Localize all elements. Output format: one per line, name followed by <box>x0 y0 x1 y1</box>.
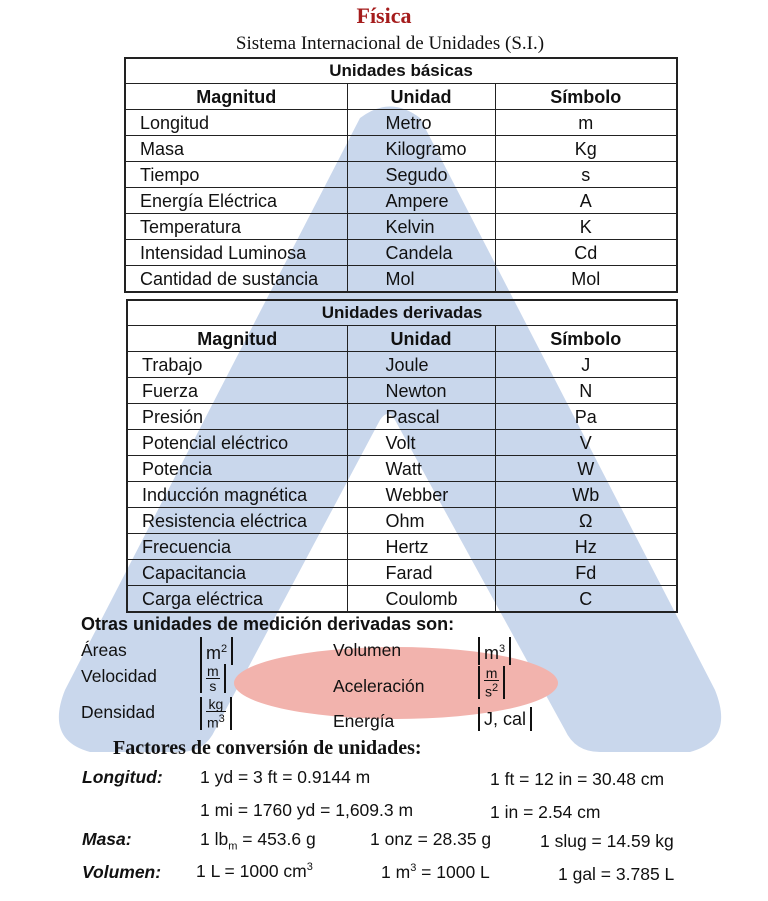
simbolo-cell: m <box>495 110 677 136</box>
table-row <box>125 162 677 188</box>
longitud-conversion-4: 1 in = 2.54 cm <box>490 802 601 822</box>
table-row <box>125 188 677 214</box>
magnitud-cell: Energía Eléctrica <box>125 188 347 214</box>
masa-label: Masa: <box>82 829 132 849</box>
areas-unit-exp: 2 <box>221 643 228 655</box>
unidad-cell: Webber <box>347 482 495 508</box>
masa-c1-sub: m <box>228 840 238 853</box>
simbolo-cell: Mol <box>495 266 677 293</box>
volumen-unit <box>478 637 511 665</box>
volumen-c1-pre: 1 L = 1000 cm <box>196 861 307 881</box>
areas-label: Áreas <box>81 640 127 660</box>
unidad-cell: Ohm <box>347 508 495 534</box>
aceleracion-denominator: s <box>485 683 492 700</box>
column-header-magnitud: Magnitud <box>125 84 347 110</box>
page-title: Física <box>356 3 412 28</box>
column-header-simbolo: Símbolo <box>495 326 677 352</box>
unidad-cell: Newton <box>347 378 495 404</box>
simbolo-cell: Wb <box>495 482 677 508</box>
table-row <box>127 534 677 560</box>
volumen-label: Volumen <box>333 640 402 660</box>
magnitud-cell: Tiempo <box>125 162 347 188</box>
other-units-heading: Otras unidades de medición derivadas son: <box>81 614 455 634</box>
simbolo-cell: V <box>495 430 677 456</box>
simbolo-cell: Cd <box>495 240 677 266</box>
unidad-cell: Ampere <box>347 188 495 214</box>
table-row <box>127 456 677 482</box>
longitud-label: Longitud: <box>82 767 163 787</box>
unidad-cell: Volt <box>347 430 495 456</box>
table-row <box>127 378 677 404</box>
masa-conversion-3: 1 slug = 14.59 kg <box>540 831 674 851</box>
masa-conversion-2: 1 onz = 28.35 g <box>370 829 492 849</box>
longitud-conversion-2: 1 ft = 12 in = 30.48 cm <box>490 769 665 789</box>
column-header-unidad: Unidad <box>347 84 495 110</box>
table-row <box>125 240 677 266</box>
simbolo-cell: K <box>495 214 677 240</box>
magnitud-cell: Presión <box>127 404 347 430</box>
table-row <box>125 110 677 136</box>
volumen-conv-label: Volumen: <box>82 862 162 882</box>
aceleracion-label: Aceleración <box>333 676 425 696</box>
simbolo-cell: N <box>495 378 677 404</box>
magnitud-cell: Cantidad de sustancia <box>125 266 347 293</box>
magnitud-cell: Fuerza <box>127 378 347 404</box>
magnitud-cell: Resistencia eléctrica <box>127 508 347 534</box>
volumen-c2-pre: 1 m <box>381 862 411 882</box>
magnitud-cell: Inducción magnética <box>127 482 347 508</box>
densidad-numerator: kg <box>206 697 226 712</box>
energia-unit: J, cal <box>478 707 532 731</box>
masa-conversion-1 <box>200 829 316 853</box>
unidad-cell: Coulomb <box>347 586 495 613</box>
table-row <box>125 266 677 293</box>
magnitud-cell: Temperatura <box>125 214 347 240</box>
table-row <box>127 560 677 586</box>
volumen-conversion-2 <box>381 862 490 883</box>
velocidad-numerator: m <box>207 663 219 679</box>
column-header-simbolo: Símbolo <box>495 84 677 110</box>
densidad-unit <box>200 697 232 730</box>
magnitud-cell: Frecuencia <box>127 534 347 560</box>
densidad-denominator-exp: 3 <box>218 713 225 725</box>
simbolo-cell: Pa <box>495 404 677 430</box>
table-row <box>127 430 677 456</box>
longitud-conversion-1: 1 yd = 3 ft = 0.9144 m <box>200 767 371 787</box>
aceleracion-numerator: m <box>485 665 498 681</box>
densidad-label: Densidad <box>81 702 155 722</box>
energia-label: Energía <box>333 711 395 731</box>
basic-units-table <box>124 57 678 293</box>
unidad-cell: Farad <box>347 560 495 586</box>
longitud-conversion-3: 1 mi = 1760 yd = 1,609.3 m <box>200 800 414 820</box>
table-row <box>127 352 677 378</box>
unidad-cell: Metro <box>347 110 495 136</box>
volumen-c2-post: = 1000 L <box>416 862 490 882</box>
aceleracion-denominator-exp: 2 <box>492 682 499 694</box>
table-row <box>127 482 677 508</box>
masa-c1-pre: 1 lb <box>200 829 229 849</box>
magnitud-cell: Potencial eléctrico <box>127 430 347 456</box>
unidad-cell: Candela <box>347 240 495 266</box>
magnitud-cell: Intensidad Luminosa <box>125 240 347 266</box>
simbolo-cell: C <box>495 586 677 613</box>
volumen-conversion-3: 1 gal = 3.785 L <box>558 864 675 884</box>
unidad-cell: Kelvin <box>347 214 495 240</box>
column-header-unidad: Unidad <box>347 326 495 352</box>
derived-units-table <box>126 299 678 613</box>
table-row <box>125 136 677 162</box>
volumen-c2-sup: 3 <box>410 862 417 875</box>
magnitud-cell: Longitud <box>125 110 347 136</box>
unidad-cell: Pascal <box>347 404 495 430</box>
unidad-cell: Kilogramo <box>347 136 495 162</box>
page-subtitle: Sistema Internacional de Unidades (S.I.) <box>235 33 545 54</box>
simbolo-cell: Ω <box>495 508 677 534</box>
unidad-cell: Watt <box>347 456 495 482</box>
unidad-cell: Segudo <box>347 162 495 188</box>
column-header-magnitud: Magnitud <box>127 326 347 352</box>
derived-units-caption: Unidades derivadas <box>127 300 677 326</box>
areas-unit-base: m <box>206 643 221 663</box>
magnitud-cell: Trabajo <box>127 352 347 378</box>
table-row <box>127 586 677 613</box>
velocidad-denominator: s <box>209 678 217 694</box>
velocidad-label: Velocidad <box>81 666 157 686</box>
simbolo-cell: A <box>495 188 677 214</box>
velocidad-unit <box>200 664 226 693</box>
simbolo-cell: Fd <box>495 560 677 586</box>
unidad-cell: Hertz <box>347 534 495 560</box>
densidad-denominator: m <box>207 714 219 731</box>
unidad-cell: Joule <box>347 352 495 378</box>
volumen-conversion-1 <box>196 861 313 882</box>
simbolo-cell: W <box>495 456 677 482</box>
simbolo-cell: Kg <box>495 136 677 162</box>
table-row <box>127 404 677 430</box>
conversions-heading: Factores de conversión de unidades: <box>113 737 422 759</box>
masa-c1-post: = 453.6 g <box>237 829 316 849</box>
simbolo-cell: J <box>495 352 677 378</box>
unidad-cell: Mol <box>347 266 495 293</box>
magnitud-cell: Potencia <box>127 456 347 482</box>
volumen-unit-exp: 3 <box>499 643 506 655</box>
table-row <box>127 508 677 534</box>
magnitud-cell: Masa <box>125 136 347 162</box>
aceleracion-unit <box>478 666 505 699</box>
basic-units-caption: Unidades básicas <box>125 58 677 84</box>
simbolo-cell: s <box>495 162 677 188</box>
magnitud-cell: Capacitancia <box>127 560 347 586</box>
areas-unit <box>200 637 233 665</box>
magnitud-cell: Carga eléctrica <box>127 586 347 613</box>
simbolo-cell: Hz <box>495 534 677 560</box>
volumen-c1-sup: 3 <box>306 861 313 874</box>
table-row <box>125 214 677 240</box>
volumen-unit-base: m <box>484 643 499 663</box>
